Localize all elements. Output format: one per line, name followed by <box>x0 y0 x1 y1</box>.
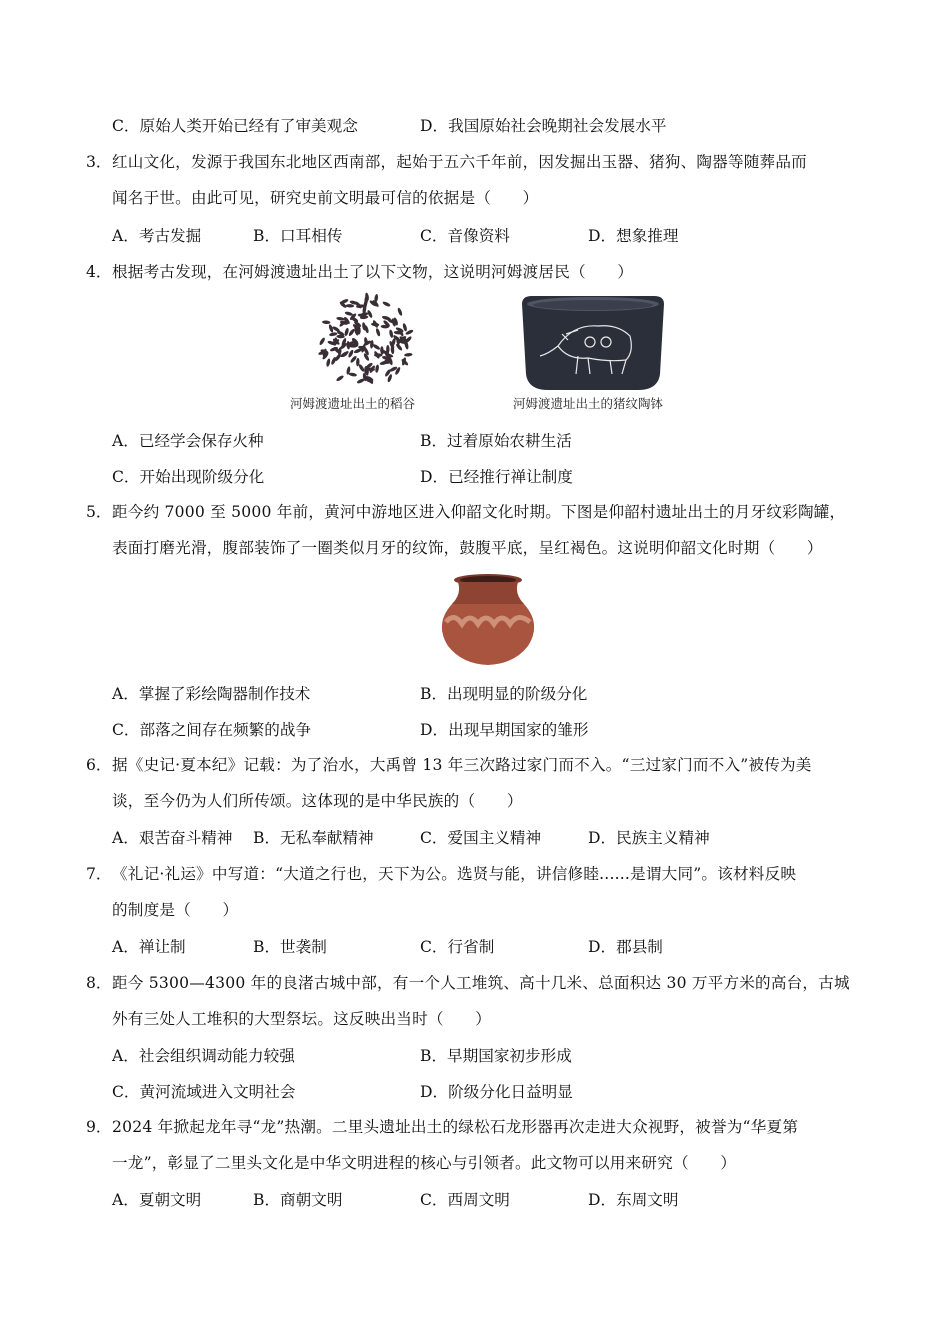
question-number: 3． <box>86 153 112 171</box>
rice-grain <box>382 301 391 308</box>
option-d: D．郡县制 <box>588 938 663 956</box>
rice-grain <box>336 375 345 383</box>
option-a: A．掌握了彩绘陶器制作技术 <box>112 685 311 703</box>
question-text: 据《史记·夏本纪》记载：为了治水，大禹曾 13 年三次路过家门而不入。“三过家门而不入”被传为美 <box>112 756 812 774</box>
option-b: B．过着原始农耕生活 <box>420 432 572 450</box>
rice-grain <box>348 328 356 337</box>
question-text: 一龙”，彰显了二里头文化是中华文明进程的核心与引领者。此文物可以用来研究（ ） <box>112 1154 737 1172</box>
rice-grain <box>348 372 357 377</box>
question-number: 7． <box>86 865 112 883</box>
rice-grain <box>322 320 331 324</box>
option-c: C．行省制 <box>420 938 495 956</box>
question-number: 6． <box>86 756 112 774</box>
option-a: A．艰苦奋斗精神 <box>112 829 233 847</box>
question-number: 9． <box>86 1118 112 1136</box>
option-c: C．开始出现阶级分化 <box>112 468 265 486</box>
question-text: 红山文化，发源于我国东北地区西南部，起始于五六千年前，因发掘出玉器、猪狗、陶器等随葬品而 <box>112 153 807 171</box>
option-a: A．禅让制 <box>112 938 186 956</box>
option-a: A．已经学会保存火种 <box>112 432 264 450</box>
option-b: B．口耳相传 <box>253 227 343 245</box>
rice-grain <box>346 304 355 308</box>
question-number: 4． <box>86 263 112 281</box>
question-text: 距今约 7000 至 5000 年前，黄河中游地区进入仰韶文化时期。下图是仰韶村遗址出土的月牙纹彩陶罐， <box>112 503 846 521</box>
option-d: D．东周文明 <box>588 1191 679 1209</box>
rice-grain <box>389 329 394 338</box>
question-number: 8． <box>86 974 112 992</box>
option-d: D．我国原始社会晚期社会发展水平 <box>420 117 667 135</box>
option-b: B．早期国家初步形成 <box>420 1047 572 1065</box>
option-d: D．想象推理 <box>588 227 679 245</box>
rice-grain <box>344 327 349 336</box>
question-number: 5． <box>86 503 112 521</box>
rice-grain <box>404 353 413 357</box>
figure-caption: 河姆渡遗址出土的猪纹陶钵 <box>513 396 664 411</box>
option-c: C．西周文明 <box>420 1191 510 1209</box>
option-d: D．已经推行禅让制度 <box>420 468 573 486</box>
option-c: C．爱国主义精神 <box>420 829 542 847</box>
rice-grain <box>346 341 350 350</box>
question-text: 距今 5300—4300 年的良渚古城中部，有一个人工堆筑、高十几米、总面积达 30 万平方米的高台，古城 <box>112 974 850 992</box>
option-b: B．商朝文明 <box>253 1191 343 1209</box>
question-text: 表面打磨光滑，腹部装饰了一圈类似月牙的纹饰，鼓腹平底，呈红褐色。这说明仰韶文化时期（ ） <box>112 539 823 557</box>
question-text: 闻名于世。由此可见，研究史前文明最可信的依据是（ ） <box>112 189 539 207</box>
rice-grain <box>336 316 345 321</box>
option-d: D．民族主义精神 <box>588 829 710 847</box>
question-text: 根据考古发现，在河姆渡遗址出土了以下文物，这说明河姆渡居民（ ） <box>112 263 634 281</box>
option-a: A．社会组织调动能力较强 <box>112 1047 295 1065</box>
question-text: 《礼记·礼运》中写道：“大道之行也，天下为公。选贤与能，讲信修睦......是谓大同”。该材料反映 <box>112 865 797 883</box>
option-b: B．无私奉献精神 <box>253 829 374 847</box>
rice-grain <box>397 307 403 316</box>
question-text: 谈，至今仍为人们所传颂。这体现的是中华民族的（ ） <box>112 792 523 810</box>
pig-pattern-pottery-image <box>518 294 668 392</box>
option-c: C．黄河流域进入文明社会 <box>112 1083 296 1101</box>
figure-caption: 河姆渡遗址出土的稻谷 <box>290 396 416 411</box>
rice-grain <box>347 349 354 358</box>
option-c: C．部落之间存在频繁的战争 <box>112 721 312 739</box>
rice-grain <box>329 332 338 337</box>
option-c: C．原始人类开始已经有了审美观念 <box>112 117 358 135</box>
rice-grain <box>375 328 381 337</box>
painted-pottery-jar-image <box>432 572 544 668</box>
rice-grains-image <box>314 290 418 392</box>
option-d: D．出现早期国家的雏形 <box>420 721 589 739</box>
option-a: A．考古发掘 <box>112 227 202 245</box>
question-text: 的制度是（ ） <box>112 901 239 919</box>
rice-grain <box>375 364 380 373</box>
rice-grain <box>319 337 326 346</box>
option-b: B．出现明显的阶级分化 <box>420 685 588 703</box>
question-text: 外有三处人工堆积的大型祭坛。这反映出当时（ ） <box>112 1010 492 1028</box>
rice-grain <box>326 358 331 367</box>
option-d: D．阶级分化日益明显 <box>420 1083 573 1101</box>
option-b: B．世袭制 <box>253 938 327 956</box>
option-c: C．音像资料 <box>420 227 510 245</box>
question-text: 2024 年掀起龙年寻“龙”热潮。二里头遗址出土的绿松石龙形器再次走进大众视野，被誉为“华夏第 <box>112 1118 799 1136</box>
option-a: A．夏朝文明 <box>112 1191 202 1209</box>
